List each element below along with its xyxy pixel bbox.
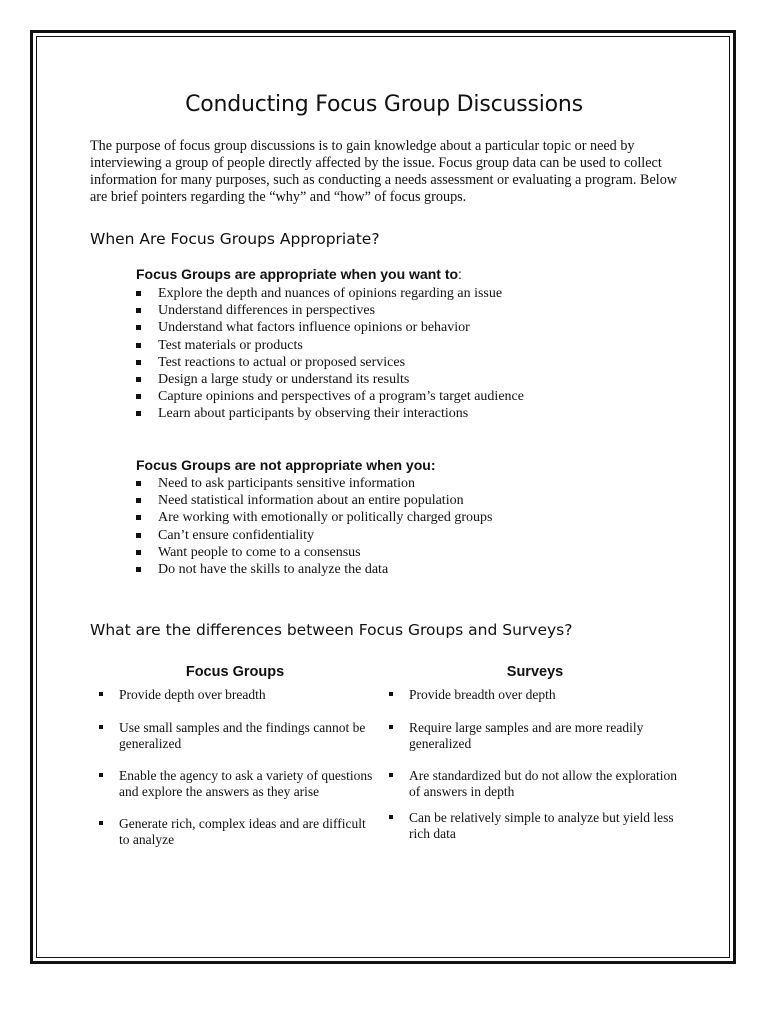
- list-item: Can’t ensure confidentiality: [134, 527, 493, 544]
- list-item: Are working with emotionally or politically charged groups: [134, 509, 493, 526]
- list-item: Do not have the skills to analyze the data: [134, 561, 493, 578]
- surveys-list: [385, 687, 685, 842]
- list-item: Enable the agency to ask a variety of questions and explore the answers as they arise: [95, 768, 377, 800]
- list-item: Need statistical information about an entire population: [134, 492, 493, 509]
- list-item: Can be relatively simple to analyze but yield less rich data: [385, 810, 685, 842]
- surveys-header: Surveys: [506, 664, 564, 680]
- list-item: Explore the depth and nuances of opinions regarding an issue: [134, 285, 524, 302]
- list-item: Understand what factors influence opinions or behavior: [134, 319, 524, 336]
- not-appropriate-label: Focus Groups are not appropriate when you:: [136, 457, 436, 473]
- list-item: Test materials or products: [134, 337, 524, 354]
- list-item: Use small samples and the findings cannot be generalized: [95, 720, 377, 752]
- list-item: Need to ask participants sensitive information: [134, 475, 493, 492]
- list-item: Want people to come to a consensus: [134, 544, 493, 561]
- list-item: Provide breadth over depth: [385, 687, 685, 703]
- appropriate-list: [134, 285, 524, 423]
- list-item: Provide depth over breadth: [95, 687, 377, 703]
- list-item: Understand differences in perspectives: [134, 302, 524, 319]
- page-title: Conducting Focus Group Discussions: [185, 92, 583, 117]
- list-item: Are standardized but do not allow the exploration of answers in depth: [385, 768, 685, 800]
- list-item: Generate rich, complex ideas and are difficult to analyze: [95, 816, 377, 848]
- focus-groups-list: [95, 687, 377, 848]
- list-item: Learn about participants by observing their interactions: [134, 405, 524, 422]
- not-appropriate-list: [134, 475, 493, 578]
- appropriate-label-text: Focus Groups are appropriate when you want to: [136, 266, 459, 282]
- focus-groups-header: Focus Groups: [185, 664, 285, 680]
- list-item: Test reactions to actual or proposed services: [134, 354, 524, 371]
- section-heading-when: When Are Focus Groups Appropriate?: [90, 230, 380, 248]
- intro-paragraph: The purpose of focus group discussions is to gain knowledge about a particular topic or need by interviewing a group of people directly affected by the issue. Focus group data can be used to collect information for many purposes, such as conducting a needs assessment or evaluating a program. Below are brief pointers regarding the “why” and “how” of focus groups.: [90, 138, 678, 205]
- list-item: Design a large study or understand its results: [134, 371, 524, 388]
- list-item: Capture opinions and perspectives of a program’s target audience: [134, 388, 524, 405]
- appropriate-label-colon: :: [458, 266, 462, 282]
- list-item: Require large samples and are more readily generalized: [385, 720, 685, 752]
- section-heading-differences: What are the differences between Focus Groups and Surveys?: [90, 621, 573, 639]
- appropriate-label: [136, 266, 462, 282]
